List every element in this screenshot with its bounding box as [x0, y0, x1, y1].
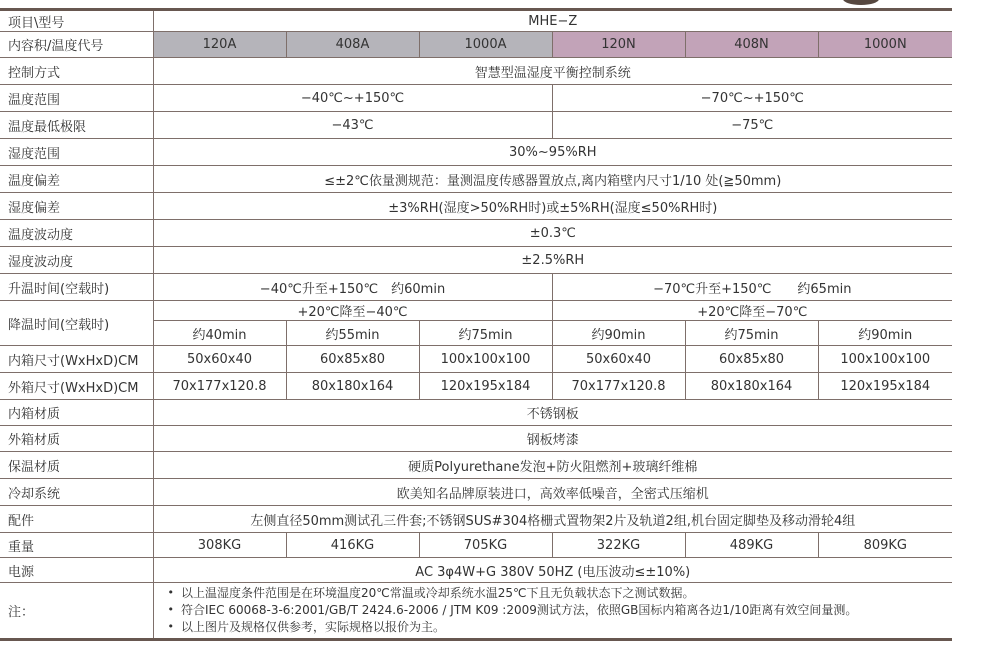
row-label-weight: 重量	[0, 533, 153, 558]
row-humidity-range	[0, 139, 952, 166]
row-control	[0, 58, 952, 85]
cooling-time-cell-2: 约55min	[286, 321, 419, 346]
row-temp-fluctuation	[0, 220, 952, 247]
inner-material-cell: 不锈钢板	[153, 400, 952, 426]
spec-table	[0, 8, 952, 641]
weight-cell-6: 809KG	[818, 533, 952, 558]
row-outer-material	[0, 426, 952, 452]
note-item-3: • 以上图片及规格仅供参考，实际规格以报价为主。	[164, 619, 947, 636]
weight-cell-1: 308KG	[153, 533, 286, 558]
code-cell-408a: 408A	[286, 32, 419, 58]
cooling-time-cell-6: 约90min	[818, 321, 952, 346]
temp-range-a-cell: −40℃~+150℃	[153, 85, 552, 112]
model-name-cell: MHE−Z	[153, 10, 952, 32]
code-cell-120a: 120A	[153, 32, 286, 58]
outer-size-cell-5: 80x180x164	[685, 373, 818, 400]
inner-size-cell-2: 60x85x80	[286, 346, 419, 373]
row-label-heating-time: 升温时间(空载时)	[0, 274, 153, 301]
row-label-notes: 注：	[0, 583, 153, 640]
accessories-cell: 左侧直径50mm测试孔三件套;不锈钢SUS#304格栅式置物架2片及轨道2组,机台固定脚垫及移动滑轮4组	[153, 506, 952, 533]
inner-size-cell-4: 50x60x40	[552, 346, 685, 373]
humidity-fluctuation-cell: ±2.5%RH	[153, 247, 952, 274]
note-item-1: • 以上温湿度条件范围是在环境温度20℃常温或冷却系统水温25℃下且无负载状态下之测试数据。	[164, 585, 947, 602]
code-cell-1000n: 1000N	[818, 32, 952, 58]
row-label-temp-limit: 温度最低极限	[0, 112, 153, 139]
row-accessories	[0, 506, 952, 533]
code-cell-408n: 408N	[685, 32, 818, 58]
row-label-cooling-system: 冷却系统	[0, 479, 153, 506]
temp-fluctuation-cell: ±0.3℃	[153, 220, 952, 247]
humidity-range-cell: 30%~95%RH	[153, 139, 952, 166]
cooling-time-cell-5: 约75min	[685, 321, 818, 346]
inner-size-cell-1: 50x60x40	[153, 346, 286, 373]
row-inner-size	[0, 346, 952, 373]
power-cell: AC 3φ4W+G 380V 50HZ (电压波动≤±10%)	[153, 558, 952, 583]
inner-size-cell-6: 100x100x100	[818, 346, 952, 373]
row-insulation	[0, 452, 952, 479]
cooling-time-cell-4: 约90min	[552, 321, 685, 346]
temp-limit-a-cell: −43℃	[153, 112, 552, 139]
heating-time-a-cell: −40℃升至+150℃ 约60min	[153, 274, 552, 301]
code-cell-1000a: 1000A	[419, 32, 552, 58]
row-outer-size	[0, 373, 952, 400]
partial-logo-mark	[843, 0, 879, 5]
temp-limit-n-cell: −75℃	[552, 112, 952, 139]
heating-time-n-cell: −70℃升至+150℃ 约65min	[552, 274, 952, 301]
row-label-accessories: 配件	[0, 506, 153, 533]
row-notes	[0, 583, 952, 640]
row-label-temp-range: 温度范围	[0, 85, 153, 112]
row-power	[0, 558, 952, 583]
weight-cell-2: 416KG	[286, 533, 419, 558]
temp-range-n-cell: −70℃~+150℃	[552, 85, 952, 112]
code-cell-120n: 120N	[552, 32, 685, 58]
row-label-model: 项目\型号	[0, 10, 153, 32]
row-temp-deviation	[0, 166, 952, 193]
row-label-codes: 内容积/温度代号	[0, 32, 153, 58]
weight-cell-3: 705KG	[419, 533, 552, 558]
cooling-time-n-cell: +20℃降至−70℃	[552, 301, 952, 321]
outer-material-cell: 钢板烤漆	[153, 426, 952, 452]
cooling-time-cell-3: 约75min	[419, 321, 552, 346]
outer-size-cell-3: 120x195x184	[419, 373, 552, 400]
row-label-control: 控制方式	[0, 58, 153, 85]
row-model	[0, 10, 952, 32]
row-humidity-fluctuation	[0, 247, 952, 274]
row-label-humidity-fluctuation: 湿度波动度	[0, 247, 153, 274]
insulation-cell: 硬质Polyurethane发泡+防火阻燃剂+玻璃纤维棉	[153, 452, 952, 479]
row-cooling-time-header	[0, 301, 952, 321]
inner-size-cell-3: 100x100x100	[419, 346, 552, 373]
row-label-cooling-time: 降温时间(空载时)	[0, 301, 153, 346]
row-label-inner-size: 内箱尺寸(WxHxD)CM	[0, 346, 153, 373]
row-label-humidity-range: 湿度范围	[0, 139, 153, 166]
row-label-inner-material: 内箱材质	[0, 400, 153, 426]
humidity-deviation-cell: ±3%RH(湿度>50%RH时)或±5%RH(湿度≤50%RH时)	[153, 193, 952, 220]
row-label-temp-fluctuation: 温度波动度	[0, 220, 153, 247]
row-label-power: 电源	[0, 558, 153, 583]
cooling-system-cell: 欧美知名品牌原装进口，高效率低噪音，全密式压缩机	[153, 479, 952, 506]
row-humidity-deviation	[0, 193, 952, 220]
outer-size-cell-2: 80x180x164	[286, 373, 419, 400]
temp-deviation-cell: ≤±2℃依量测规范：量测温度传感器置放点,离内箱壁内尺寸1/10 处(≧50mm)	[153, 166, 952, 193]
row-cooling-system	[0, 479, 952, 506]
outer-size-cell-6: 120x195x184	[818, 373, 952, 400]
inner-size-cell-5: 60x85x80	[685, 346, 818, 373]
row-label-insulation: 保温材质	[0, 452, 153, 479]
row-inner-material	[0, 400, 952, 426]
row-heating-time	[0, 274, 952, 301]
weight-cell-4: 322KG	[552, 533, 685, 558]
row-temp-range	[0, 85, 952, 112]
row-label-outer-size: 外箱尺寸(WxHxD)CM	[0, 373, 153, 400]
row-codes	[0, 32, 952, 58]
control-value-cell: 智慧型温湿度平衡控制系统	[153, 58, 952, 85]
cooling-time-a-cell: +20℃降至−40℃	[153, 301, 552, 321]
row-label-temp-deviation: 温度偏差	[0, 166, 153, 193]
notes-list	[164, 585, 947, 636]
outer-size-cell-1: 70x177x120.8	[153, 373, 286, 400]
row-label-outer-material: 外箱材质	[0, 426, 153, 452]
row-weight	[0, 533, 952, 558]
cooling-time-cell-1: 约40min	[153, 321, 286, 346]
row-temp-limit	[0, 112, 952, 139]
weight-cell-5: 489KG	[685, 533, 818, 558]
notes-cell	[153, 583, 952, 640]
note-item-2: • 符合IEC 60068-3-6:2001/GB/T 2424.6-2006 / JTM K09 :2009测试方法，依照GB国标内箱离各边1/10距离有效空间量测。	[164, 602, 947, 619]
row-label-humidity-deviation: 湿度偏差	[0, 193, 153, 220]
outer-size-cell-4: 70x177x120.8	[552, 373, 685, 400]
